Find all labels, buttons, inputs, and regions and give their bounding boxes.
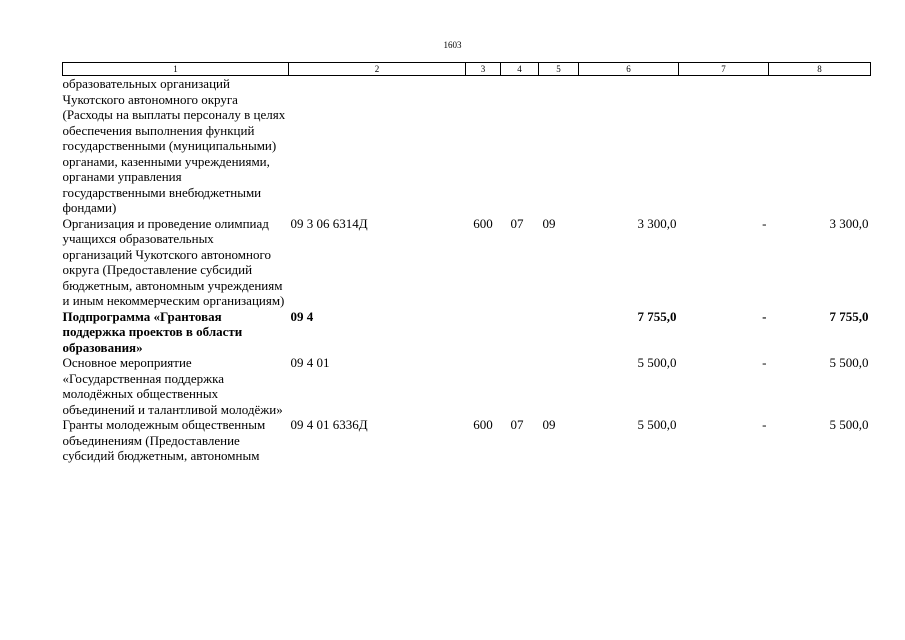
row-col8: 5 500,0 <box>829 355 869 370</box>
row-col8 <box>769 76 871 216</box>
col-header-5: 5 <box>539 63 579 76</box>
col-header-7: 7 <box>679 63 769 76</box>
row-col3: 600 <box>473 215 493 231</box>
row-name: Основное мероприятие «Государственная поддержка молодёжных общественных объединений и талантливой молодёжи» <box>62 355 283 417</box>
row-col5 <box>539 309 579 356</box>
header-row <box>63 63 871 76</box>
table-row <box>63 216 871 309</box>
row-col5 <box>539 355 579 417</box>
row-col6: 5 500,0 <box>637 417 677 432</box>
row-col5: 09 <box>542 417 556 432</box>
row-col8: 5 500,0 <box>829 417 869 432</box>
row-code: 09 3 06 6314Д <box>290 215 368 231</box>
row-col7: - <box>762 215 767 231</box>
row-name: Подпрограмма «Грантовая поддержка проектов в области образования» <box>62 308 243 355</box>
row-col6: 7 755,0 <box>637 308 677 324</box>
table-row <box>63 417 871 464</box>
col-header-4: 4 <box>501 63 539 76</box>
row-col4: 07 <box>510 215 524 231</box>
col-header-6: 6 <box>579 63 679 76</box>
row-name: образовательных организаций Чукотского автономного округа (Расходы на выплаты персоналу в целях обеспечения выполнения функций государственными (муниципальными) органами, казенными учреждениями, органами управления государственными внебюджетными фондами) <box>62 76 286 215</box>
table-row <box>63 309 871 356</box>
row-col6 <box>579 76 679 216</box>
col-header-2: 2 <box>289 63 466 76</box>
row-code: 09 4 01 <box>290 355 330 370</box>
table-row <box>63 76 871 216</box>
budget-table <box>62 62 871 464</box>
row-name: Организация и проведение олимпиад учащихся образовательных организаций Чукотского автономного округа (Предоставление субсидий бюджетным, автономным учреждениям и иным некоммерческим организациям) <box>62 215 285 308</box>
row-col3 <box>466 76 501 216</box>
row-col5 <box>539 76 579 216</box>
col-header-8: 8 <box>769 63 871 76</box>
row-col4: 07 <box>510 417 524 432</box>
row-col8: 3 300,0 <box>829 215 869 231</box>
row-col4 <box>501 309 539 356</box>
table-body <box>63 76 871 464</box>
row-col7: - <box>762 417 767 432</box>
row-col6: 3 300,0 <box>637 215 677 231</box>
row-col8: 7 755,0 <box>829 308 869 324</box>
row-col7: - <box>762 355 767 370</box>
row-code: 09 4 <box>290 308 314 324</box>
row-col3 <box>466 309 501 356</box>
row-col5: 09 <box>542 215 556 231</box>
table-header <box>63 63 871 76</box>
row-col6: 5 500,0 <box>637 355 677 370</box>
row-col7: - <box>762 308 767 324</box>
row-name: Гранты молодежным общественным объединениям (Предоставление субсидий бюджетным, автономным <box>62 417 266 463</box>
row-col7 <box>679 76 769 216</box>
col-header-3: 3 <box>466 63 501 76</box>
row-code: 09 4 01 6336Д <box>290 417 368 432</box>
row-col3: 600 <box>473 417 493 432</box>
table-row <box>63 355 871 417</box>
row-col4 <box>501 355 539 417</box>
row-col4 <box>501 76 539 216</box>
row-col3 <box>466 355 501 417</box>
page-number: 1603 <box>443 40 462 50</box>
col-header-1: 1 <box>63 63 289 76</box>
row-code <box>289 76 466 216</box>
